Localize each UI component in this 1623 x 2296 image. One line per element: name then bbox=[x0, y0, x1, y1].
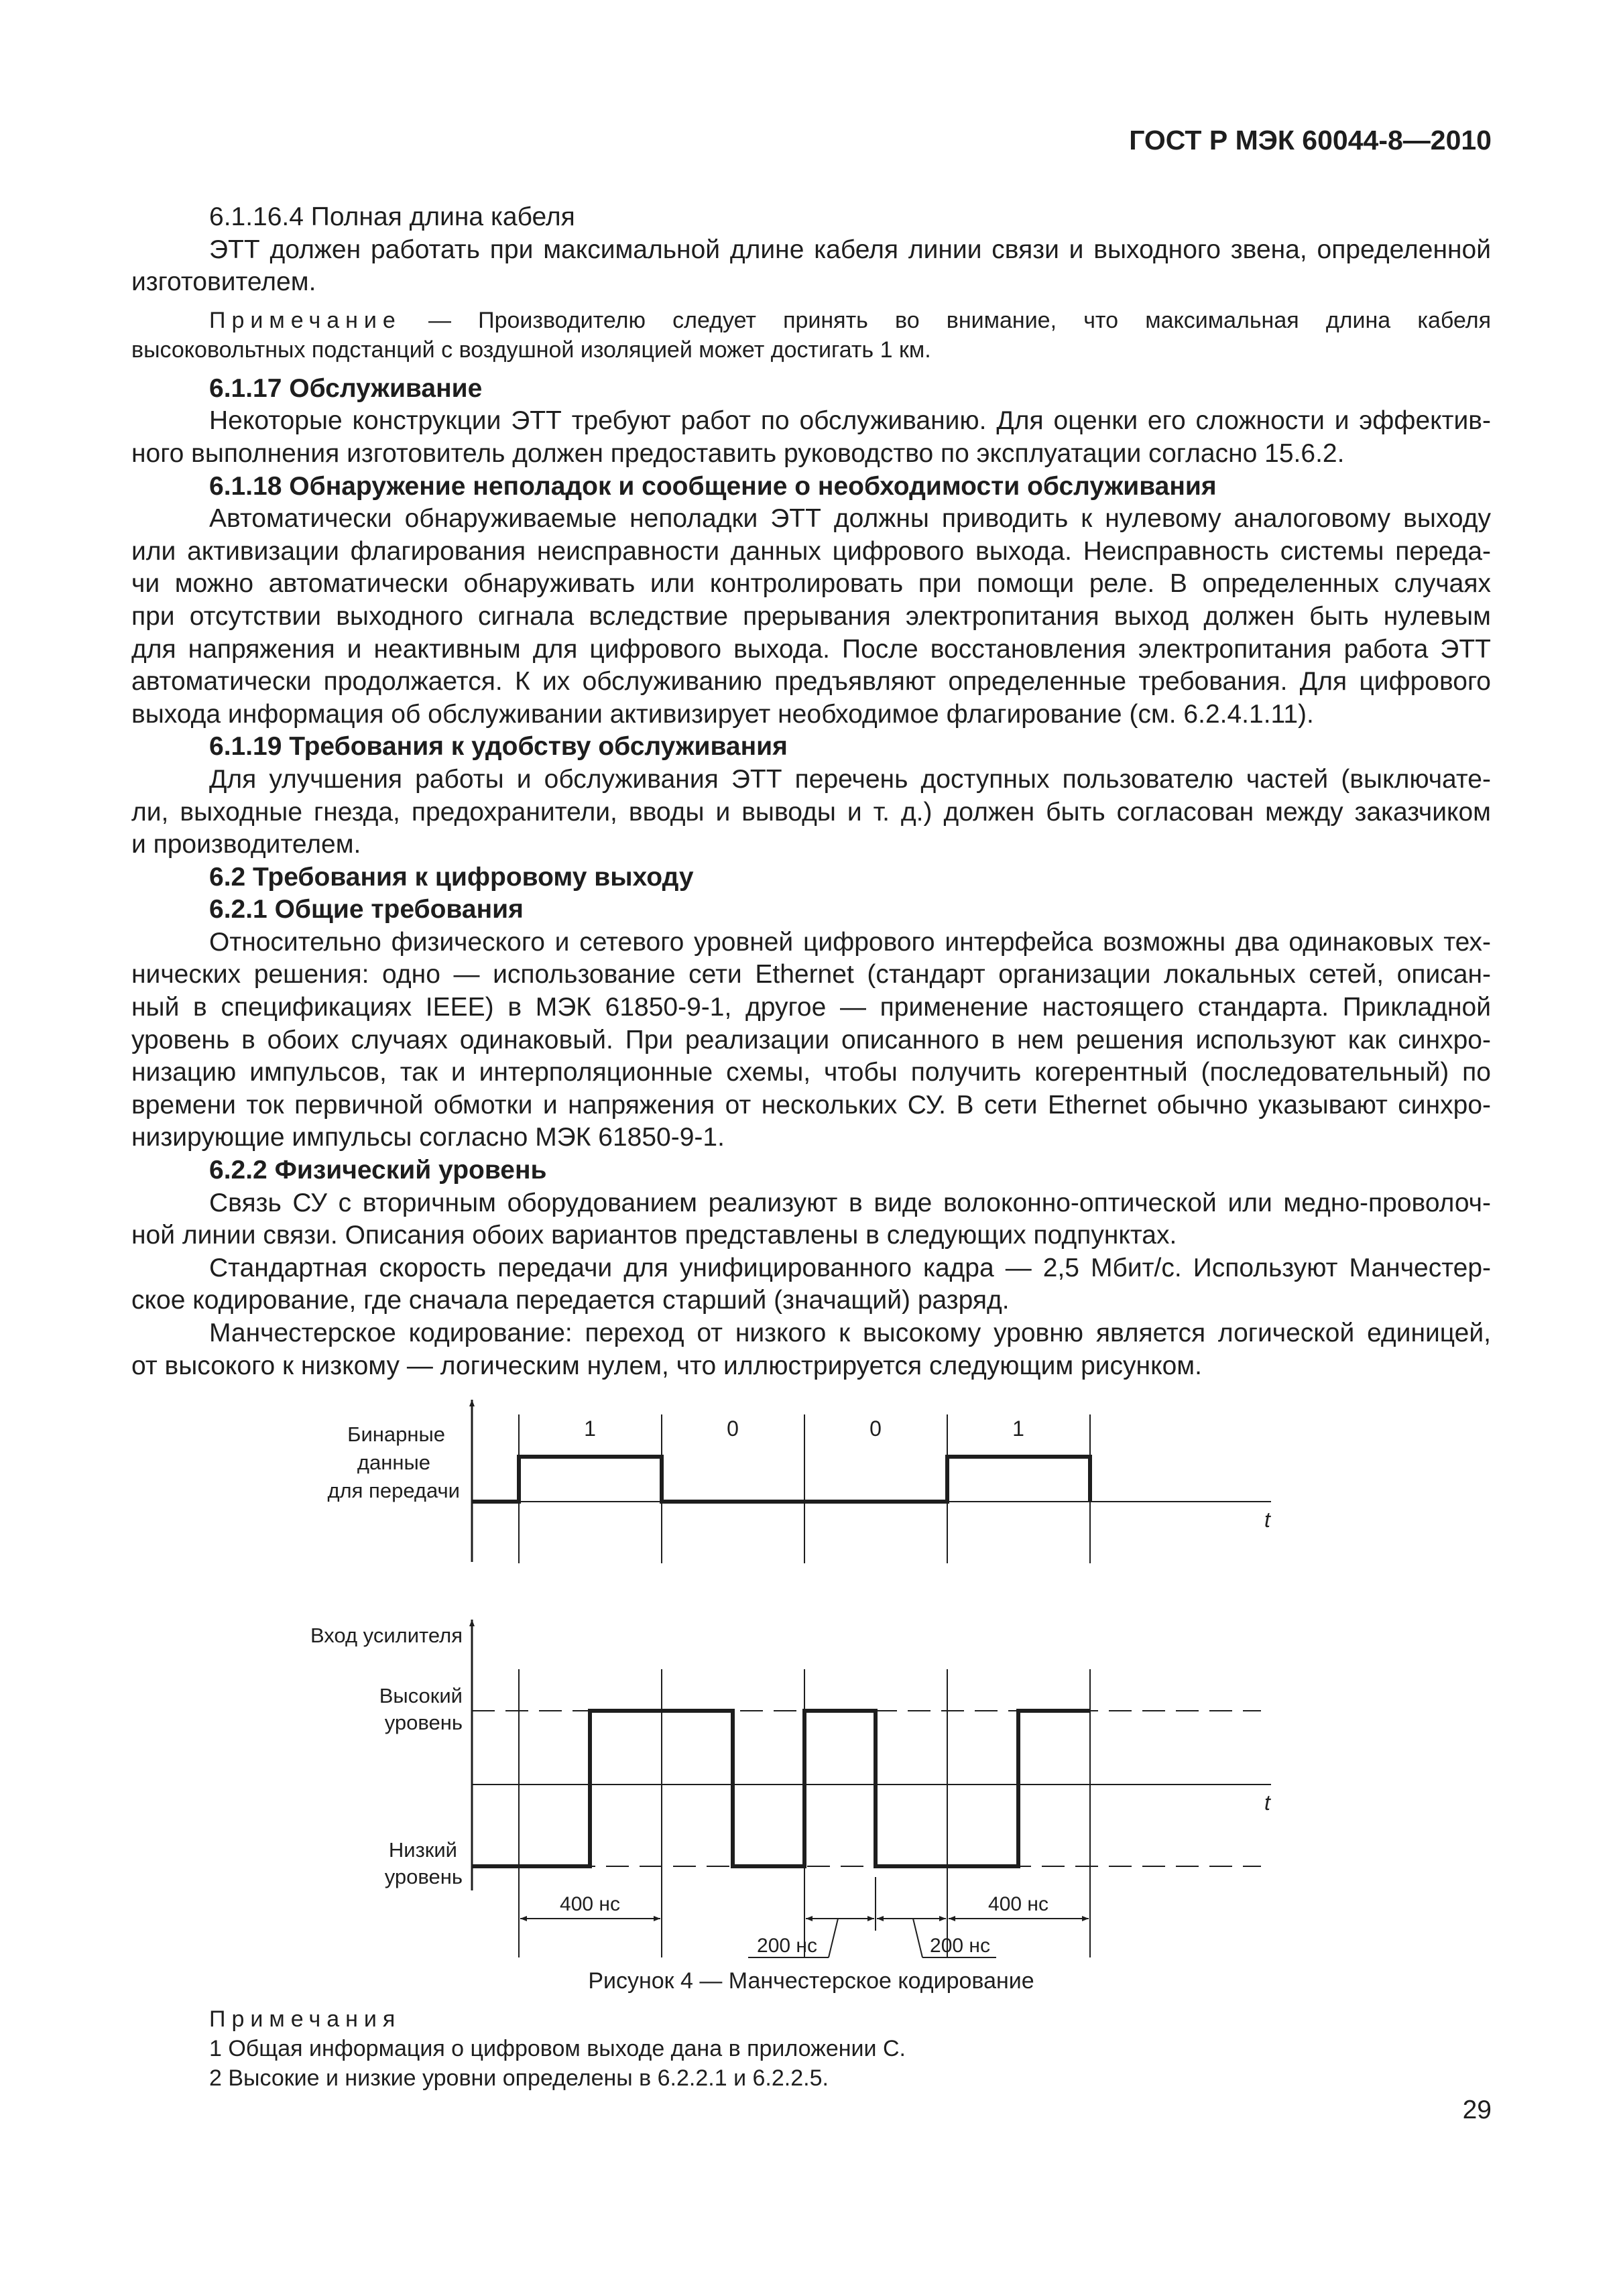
paragraph-line: или активизации флагирования неисправности данных цифрового выхода. Неисправность системы переда- bbox=[131, 536, 1491, 566]
section-title-6-1-16-4: 6.1.16.4 Полная длина кабеля bbox=[209, 202, 575, 231]
paragraph-line: Относительно физического и сетевого уровней цифрового интерфейса возможны два одинаковых тех- bbox=[209, 927, 1491, 957]
paragraph-line: ЭТТ должен работать при максимальной длине кабеля линии связи и выходного звена, определенной bbox=[209, 235, 1491, 264]
paragraph-line: ный в спецификациях IEEE) в МЭК 61850-9-1, другое — применение настоящего стандарта. Прикладной bbox=[131, 993, 1491, 1022]
note-item: 2 Высокие и низкие уровни определены в 6.2.2.1 и 6.2.2.5. bbox=[209, 2065, 829, 2091]
section-title-6-1-19: 6.1.19 Требования к удобству обслуживания bbox=[209, 732, 788, 762]
binary-data-diagram bbox=[327, 1400, 1271, 1563]
section-title-6-1-17: 6.1.17 Обслуживание bbox=[209, 373, 483, 403]
paragraph-line: Стандартная скорость передачи для унифицированного кадра — 2,5 Мбит/с. Используют Манчестер- bbox=[209, 1253, 1491, 1282]
paragraph-line: от высокого к низкому — логическим нулем, что иллюстрируется следующим рисунком. bbox=[131, 1351, 1202, 1380]
paragraph-line: для напряжения и неактивным для цифрового выхода. После восстановления электропитания работа ЭТТ bbox=[131, 634, 1491, 664]
bit-label: 1 bbox=[584, 1416, 596, 1441]
high-level-label: Высокий bbox=[379, 1684, 463, 1707]
low-level-label: Низкий bbox=[388, 1838, 457, 1862]
paragraph-line: ли, выходные гнезда, предохранители, вводы и выводы и т. д.) должен быть согласован между заказчиком bbox=[131, 797, 1491, 827]
high-level-label: уровень bbox=[384, 1711, 463, 1734]
binary-signal bbox=[472, 1457, 1090, 1502]
note-label: Примечание bbox=[209, 307, 402, 333]
paragraph-line: чи можно автоматически обнаруживать или контролировать при помощи реле. В определенных случаях bbox=[131, 569, 1491, 599]
leader-line bbox=[829, 1919, 838, 1957]
paragraph-line: Связь СУ с вторичным оборудованием реализуют в виде волоконно-оптической или медно-проволоч- bbox=[209, 1188, 1491, 1217]
t-axis-label: t bbox=[1264, 1791, 1270, 1815]
top-label-line: Бинарные bbox=[347, 1423, 445, 1446]
amplifier-input-diagram bbox=[310, 1620, 1271, 1957]
document-header: ГОСТ Р МЭК 60044-8—2010 bbox=[1129, 125, 1492, 156]
paragraph-line: при отсутствии выходного сигнала вследствие прерывания электропитания выход должен быть нулевым bbox=[131, 601, 1491, 631]
paragraph-line: времени ток первичной обмотки и напряжения от нескольких СУ. В сети Ethernet обычно указывают синхро- bbox=[131, 1090, 1491, 1120]
notes-label: Примечания bbox=[209, 2006, 402, 2032]
page-number: 29 bbox=[1462, 2096, 1492, 2124]
paragraph-line: Для улучшения работы и обслуживания ЭТТ перечень доступных пользователю частей (выключате- bbox=[209, 764, 1491, 794]
section-title-6-1-18: 6.1.18 Обнаружение неполадок и сообщение о необходимости обслуживания bbox=[209, 471, 1217, 501]
section-title-6-2-2: 6.2.2 Физический уровень bbox=[209, 1156, 547, 1185]
bit-label: 1 bbox=[1012, 1416, 1024, 1441]
paragraph-line: Автоматически обнаруживаемые неполадки ЭТТ должны приводить к нулевому аналоговому выходу bbox=[209, 504, 1491, 534]
dimension-label-200ns: 200 нс bbox=[930, 1935, 990, 1957]
top-label-line: данные bbox=[357, 1451, 430, 1474]
paragraph-line: автоматически продолжается. К их обслуживанию предъявляют определенные требования. Для цифрового bbox=[131, 667, 1491, 697]
document-body bbox=[131, 201, 1491, 1382]
bit-label: 0 bbox=[869, 1416, 882, 1441]
paragraph-line: и производителем. bbox=[131, 830, 361, 859]
note-text: — Производителю следует принять во внимание, что максимальная длина кабеля bbox=[401, 307, 1491, 333]
notes-block bbox=[209, 2004, 906, 2093]
paragraph-line: уровень в обоих случаях одинаковый. При реализации описанного в нем решения используют как синхро- bbox=[131, 1025, 1491, 1054]
dimension-label-400ns: 400 нс bbox=[560, 1893, 620, 1915]
paragraph-line: Некоторые конструкции ЭТТ требуют работ по обслуживанию. Для оценки его сложности и эффектив- bbox=[209, 406, 1491, 436]
paragraph-line: ское кодирование, где сначала передается старший (значащий) разряд. bbox=[131, 1286, 1010, 1315]
paragraph-line: низирующие импульсы согласно МЭК 61850-9-1. bbox=[131, 1123, 725, 1152]
figure-caption: Рисунок 4 — Манчестерское кодирование bbox=[588, 1968, 1034, 1994]
note-item: 1 Общая информация о цифровом выходе дана в приложении С. bbox=[209, 2036, 906, 2061]
note-1 bbox=[131, 306, 1491, 365]
paragraph-line: выхода информация об обслуживании активизирует необходимое флагирование (см. 6.2.4.1.11). bbox=[131, 699, 1314, 729]
leader-line bbox=[913, 1919, 922, 1957]
paragraph-line: низацию импульсов, так и интерполяционные схемы, чтобы получить когерентный (последовательный) по bbox=[131, 1058, 1491, 1087]
t-axis-label: t bbox=[1264, 1508, 1270, 1532]
dimension-label-200ns: 200 нс bbox=[757, 1935, 817, 1957]
manchester-signal bbox=[472, 1711, 1090, 1866]
manchester-encoding-figure bbox=[131, 1381, 1491, 2018]
amplifier-input-label: Вход усилителя bbox=[310, 1624, 463, 1647]
top-label-line: для передачи bbox=[327, 1479, 460, 1502]
paragraph-line: изготовителем. bbox=[131, 267, 316, 297]
paragraph-line: нических решения: одно — использование сети Ethernet (стандарт организации локальных сетей, описан- bbox=[131, 960, 1491, 989]
paragraph-line: ного выполнения изготовитель должен предоставить руководство по эксплуатации согласно 15.6.2. bbox=[131, 438, 1345, 468]
low-level-label: уровень bbox=[384, 1865, 463, 1888]
paragraph-line: Манчестерское кодирование: переход от низкого к высокому уровню является логической единицей, bbox=[209, 1319, 1491, 1347]
section-title-6-2: 6.2 Требования к цифровому выходу bbox=[209, 862, 694, 892]
dimension-label-400ns: 400 нс bbox=[988, 1893, 1048, 1915]
paragraph-line: ной линии связи. Описания обоих вариантов представлены в следующих подпунктах. bbox=[131, 1221, 1177, 1250]
section-title-6-2-1: 6.2.1 Общие требования bbox=[209, 895, 524, 924]
note-text: высоковольтных подстанций с воздушной изоляцией может достигать 1 км. bbox=[131, 337, 931, 363]
bit-label: 0 bbox=[727, 1416, 739, 1441]
